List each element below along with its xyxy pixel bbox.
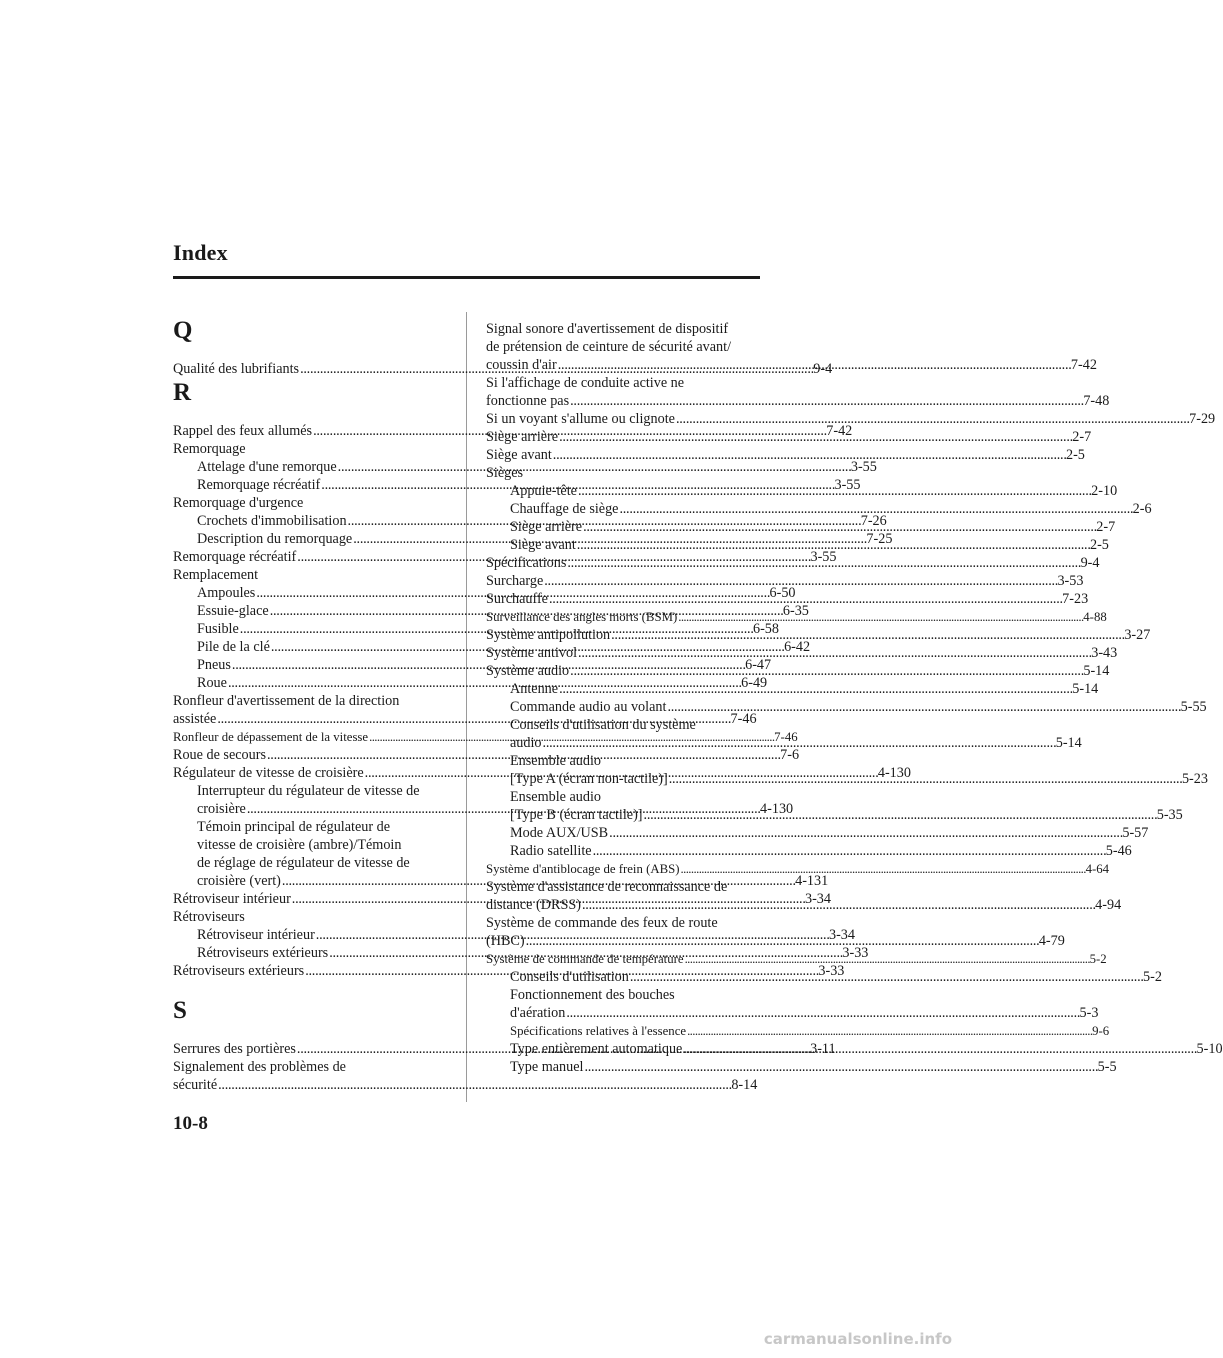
dot-leader	[578, 482, 1090, 500]
watermark: carmanualsonline.info	[763, 1330, 952, 1348]
index-entry-line	[486, 464, 759, 482]
dot-leader	[667, 698, 1179, 716]
entry-text: Spécifications relatives à l'essence	[510, 1024, 687, 1038]
page-reference: 7-29	[1189, 411, 1216, 427]
entry-text: Système antivol	[486, 645, 578, 661]
page-reference: 7-46	[730, 711, 757, 727]
dot-leader	[685, 950, 1089, 968]
page-reference: 5-2	[1143, 969, 1162, 985]
page-reference: 3-33	[842, 945, 869, 961]
entry-text: Système antipollution	[486, 627, 611, 643]
dot-leader	[687, 1022, 1091, 1040]
entry-text: Signal sonore d'avertissement de dispositif	[486, 321, 729, 337]
page-reference: 6-58	[752, 621, 779, 637]
entry-text: Régulateur de vitesse de croisière	[173, 765, 364, 781]
entry-text: Description du remorquage	[197, 531, 353, 547]
index-entry-line	[510, 842, 1132, 860]
dot-leader	[570, 662, 1082, 680]
index-entry-line	[510, 1004, 1099, 1022]
dot-leader	[559, 428, 1071, 446]
entry-text: de prétension de ceinture de sécurité avant/	[486, 339, 732, 355]
dot-leader	[526, 932, 1038, 950]
dot-leader	[609, 824, 1121, 842]
entry-text: Si un voyant s'allume ou clignote	[486, 411, 675, 427]
entry-text: Pile de la clé	[197, 639, 270, 655]
dot-leader	[678, 608, 1082, 626]
index-entry-line	[173, 440, 446, 458]
index-entry-line	[486, 572, 1084, 590]
dot-leader	[644, 806, 1156, 824]
entry-text: Remorquage récréatif	[197, 477, 321, 493]
page-reference: 4-94	[1095, 897, 1122, 913]
page-reference: 6-50	[769, 585, 796, 601]
index-entry-line	[510, 1058, 1117, 1076]
entry-text: sécurité	[173, 1077, 218, 1093]
index-subentry	[486, 842, 1132, 860]
dot-leader	[630, 968, 1142, 986]
entry-text: fonctionne pas	[486, 393, 570, 409]
page-reference: 7-48	[1083, 393, 1110, 409]
index-entry-line	[510, 824, 1149, 842]
dot-leader	[567, 554, 1079, 572]
index-entry-line	[486, 410, 1216, 428]
entry-text: Rétroviseurs extérieurs	[173, 963, 305, 979]
index-subentry	[486, 1022, 1110, 1040]
index-letter-heading: Q	[173, 317, 193, 344]
index-subentry	[486, 1058, 1117, 1076]
entry-text: Remorquage récréatif	[173, 549, 297, 565]
entry-text: distance (DRSS)	[486, 897, 581, 913]
entry-text: Siège avant	[486, 447, 552, 463]
entry-text: Type entièrement automatique	[510, 1041, 683, 1057]
entry-text: Remorquage d'urgence	[173, 495, 304, 511]
dot-leader	[583, 518, 1095, 536]
index-entry	[486, 464, 759, 482]
entry-text: Surchauffe	[486, 591, 548, 607]
index-entry	[486, 446, 1085, 464]
entry-text: d'aération	[510, 1005, 566, 1021]
dot-leader	[582, 896, 1094, 914]
index-entry-line	[173, 494, 446, 512]
index-subentry	[486, 986, 1099, 1022]
entry-text: Spécifications	[486, 555, 567, 571]
index-entry-line	[197, 818, 446, 836]
entry-text: Commande audio au volant	[510, 699, 667, 715]
page-reference: 5-35	[1156, 807, 1183, 823]
page-reference: 7-26	[860, 513, 887, 529]
entry-text: Ensemble audio	[510, 753, 602, 769]
entry-text: Ampoules	[197, 585, 256, 601]
index-letter-heading: R	[173, 379, 192, 406]
entry-text: Rétroviseur intérieur	[173, 891, 291, 907]
entry-text: croisière (vert)	[197, 873, 281, 889]
index-entry-line	[173, 908, 446, 926]
page-reference: 5-14	[1072, 681, 1099, 697]
dot-leader	[544, 572, 1056, 590]
entry-text: Rétroviseurs	[173, 909, 245, 925]
index-entry-line	[510, 716, 759, 734]
index-entry	[173, 494, 446, 512]
entry-text: Surveillance des angles morts (BSM)	[486, 610, 678, 624]
entry-text: Fusible	[197, 621, 239, 637]
index-entry-line	[486, 374, 759, 392]
page-reference: 8-14	[731, 1077, 758, 1093]
entry-text: Essuie-glace	[197, 603, 269, 619]
index-entry-line	[486, 914, 759, 932]
index-entry-line	[510, 986, 759, 1004]
entry-text: Système audio	[486, 663, 570, 679]
dot-leader	[683, 1040, 1195, 1058]
page-reference: 4-64	[1085, 862, 1110, 876]
entry-text: Ronfleur d'avertissement de la direction	[173, 693, 400, 709]
entry-text: Crochets d'immobilisation	[197, 513, 347, 529]
dot-leader	[570, 392, 1082, 410]
dot-leader	[669, 770, 1181, 788]
entry-text: Témoin principal de régulateur de	[197, 819, 391, 835]
page-reference: 7-6	[780, 747, 800, 763]
index-subentry	[486, 698, 1207, 716]
dot-leader	[577, 536, 1089, 554]
entry-text: de réglage de régulateur de vitesse de	[197, 855, 410, 871]
page-reference: 3-43	[1091, 645, 1118, 661]
page-reference: 3-27	[1124, 627, 1151, 643]
dot-leader	[584, 1058, 1096, 1076]
index-entry-line	[197, 836, 446, 854]
index-entry	[173, 566, 446, 584]
page-reference: 7-25	[866, 531, 893, 547]
page-reference: 3-55	[810, 549, 837, 565]
dot-leader	[543, 734, 1055, 752]
entry-text: Système de commande des feux de route	[486, 915, 718, 931]
entry-text: Roue	[197, 675, 227, 691]
dot-leader	[619, 500, 1131, 518]
entry-text: Attelage d'une remorque	[197, 459, 337, 475]
entry-text: Système d'assistance de reconnaissance de	[486, 879, 728, 895]
page-reference: 7-42	[1070, 357, 1097, 373]
page-reference: 2-7	[1096, 519, 1116, 535]
page-reference: 5-10	[1196, 1041, 1223, 1057]
page-reference: 5-55	[1180, 699, 1207, 715]
page-reference: 2-5	[1065, 447, 1085, 463]
entry-text: Ronfleur de dépassement de la vitesse	[173, 730, 369, 744]
entry-text: Pneus	[197, 657, 231, 673]
entry-text: Ensemble audio	[510, 789, 602, 805]
page-reference: 5-2	[1089, 952, 1107, 966]
index-entry	[486, 374, 1110, 410]
page-reference: 2-6	[1132, 501, 1152, 517]
index-entry	[173, 908, 446, 926]
entry-text: Radio satellite	[510, 843, 592, 859]
page-reference: 3-33	[818, 963, 845, 979]
page-reference: 3-11	[810, 1041, 836, 1057]
page-reference: 3-53	[1057, 573, 1084, 589]
entry-text: Rappel des feux allumés	[173, 423, 313, 439]
dot-leader	[676, 410, 1188, 428]
entry-text: Siège arrière	[486, 429, 559, 445]
entry-text: audio	[510, 735, 542, 751]
page-reference: 2-10	[1091, 483, 1118, 499]
page-reference: 6-47	[745, 657, 772, 673]
entry-text: Remplacement	[173, 567, 259, 583]
dot-leader	[559, 680, 1071, 698]
page-reference: 7-42	[826, 423, 853, 439]
dot-leader	[611, 626, 1123, 644]
index-entry	[486, 572, 1084, 590]
page-reference: 9-6	[1092, 1024, 1110, 1038]
index-subentry	[486, 824, 1149, 842]
page-reference: 7-23	[1062, 591, 1089, 607]
entry-text: Qualité des lubrifiants	[173, 361, 300, 377]
index-entry-line	[510, 698, 1207, 716]
page-reference: 9-4	[1080, 555, 1100, 571]
page-reference: 6-35	[782, 603, 809, 619]
dot-leader	[553, 446, 1065, 464]
page-reference: 3-34	[804, 891, 831, 907]
entry-text: Conseils d'utilisation	[510, 969, 629, 985]
entry-text: Conseils d'utilisation du système	[510, 717, 696, 733]
page-reference: 6-49	[741, 675, 768, 691]
page-reference: 5-3	[1079, 1005, 1099, 1021]
entry-text: Fonctionnement des bouches	[510, 987, 675, 1003]
index-entry-line	[197, 854, 446, 872]
page-reference: 3-55	[834, 477, 861, 493]
index-entry-line	[510, 788, 759, 806]
entry-text: Appuie-tête	[510, 483, 577, 499]
entry-text: coussin d'air	[486, 357, 557, 373]
index-entry	[173, 440, 446, 458]
index-entry-line	[486, 392, 1110, 410]
page-reference: 3-55	[850, 459, 877, 475]
index-entry-line	[173, 1076, 758, 1094]
entry-text: Remorquage	[173, 441, 246, 457]
index-entry-line	[510, 500, 1152, 518]
header-rule	[173, 276, 760, 279]
page-reference: 5-23	[1181, 771, 1208, 787]
entry-text: Système de commande de température	[486, 952, 684, 966]
page-reference: 3-34	[828, 927, 855, 943]
dot-leader	[549, 590, 1061, 608]
page-reference: 5-14	[1083, 663, 1110, 679]
dot-leader	[218, 1076, 730, 1094]
entry-text: Siège arrière	[510, 519, 583, 535]
entry-text: Antenne	[510, 681, 559, 697]
page-reference: 4-130	[760, 801, 794, 817]
page-reference: 4-79	[1038, 933, 1065, 949]
dot-leader	[578, 644, 1090, 662]
entry-text: Sièges	[486, 465, 524, 481]
entry-text: Système d'antiblocage de frein (ABS)	[486, 862, 680, 876]
entry-text: (HBC)	[486, 933, 525, 949]
entry-text: Rétroviseurs extérieurs	[197, 945, 329, 961]
entry-text: Siège avant	[510, 537, 576, 553]
dot-leader	[681, 860, 1085, 878]
entry-text: [Type B (écran tactile)]	[510, 807, 643, 823]
page-reference: 5-5	[1097, 1059, 1117, 1075]
page-reference: 2-7	[1072, 429, 1092, 445]
entry-text: Surcharge	[486, 573, 544, 589]
page-title: Index	[173, 240, 228, 265]
index-entry-line	[197, 782, 446, 800]
index-entry-line	[510, 752, 759, 770]
entry-text: [Type A (écran non-tactile)]	[510, 771, 668, 787]
page-reference: 4-131	[795, 873, 829, 889]
page-reference: 9-4	[813, 361, 833, 377]
dot-leader	[593, 842, 1105, 860]
index-entry-line	[486, 338, 759, 356]
page-reference: 6-42	[784, 639, 811, 655]
entry-text: Type manuel	[510, 1059, 584, 1075]
entry-text: vitesse de croisière (ambre)/Témoin	[197, 837, 402, 853]
index-entry-line	[486, 878, 759, 896]
page-reference: 7-46	[774, 730, 798, 744]
entry-text: Rétroviseur intérieur	[197, 927, 315, 943]
page-reference: 4-88	[1083, 610, 1107, 624]
index-letter-heading: S	[173, 997, 187, 1024]
entry-text: Roue de secours	[173, 747, 266, 763]
index-entry-line	[173, 566, 446, 584]
entry-text: Serrures des portières	[173, 1041, 296, 1057]
index-subentry	[486, 500, 1152, 518]
dot-leader	[566, 1004, 1078, 1022]
entry-text: Signalement des problèmes de	[173, 1059, 346, 1075]
page-reference: 5-46	[1105, 843, 1132, 859]
page-reference: 4-130	[877, 765, 911, 781]
index-entry	[486, 860, 1110, 878]
page-reference: 2-5	[1089, 537, 1109, 553]
entry-text: Interrupteur du régulateur de vitesse de	[197, 783, 420, 799]
index-entry-line	[486, 320, 759, 338]
index-entry-line	[486, 860, 1110, 878]
page-reference: 5-57	[1122, 825, 1149, 841]
page-reference: 5-14	[1055, 735, 1082, 751]
entry-text: assistée	[173, 711, 217, 727]
entry-text: Chauffage de siège	[510, 501, 619, 517]
index-entry-line	[173, 1058, 446, 1076]
index-entry-line	[510, 1022, 1110, 1040]
entry-text: croisière	[197, 801, 246, 817]
entry-text: Si l'affichage de conduite active ne	[486, 375, 685, 391]
index-entry	[486, 410, 1216, 428]
index-entry-line	[486, 446, 1085, 464]
entry-text: Mode AUX/USB	[510, 825, 609, 841]
dot-leader	[558, 356, 1070, 374]
page-number: 10-8	[173, 1113, 208, 1134]
index-entry-line	[173, 692, 446, 710]
